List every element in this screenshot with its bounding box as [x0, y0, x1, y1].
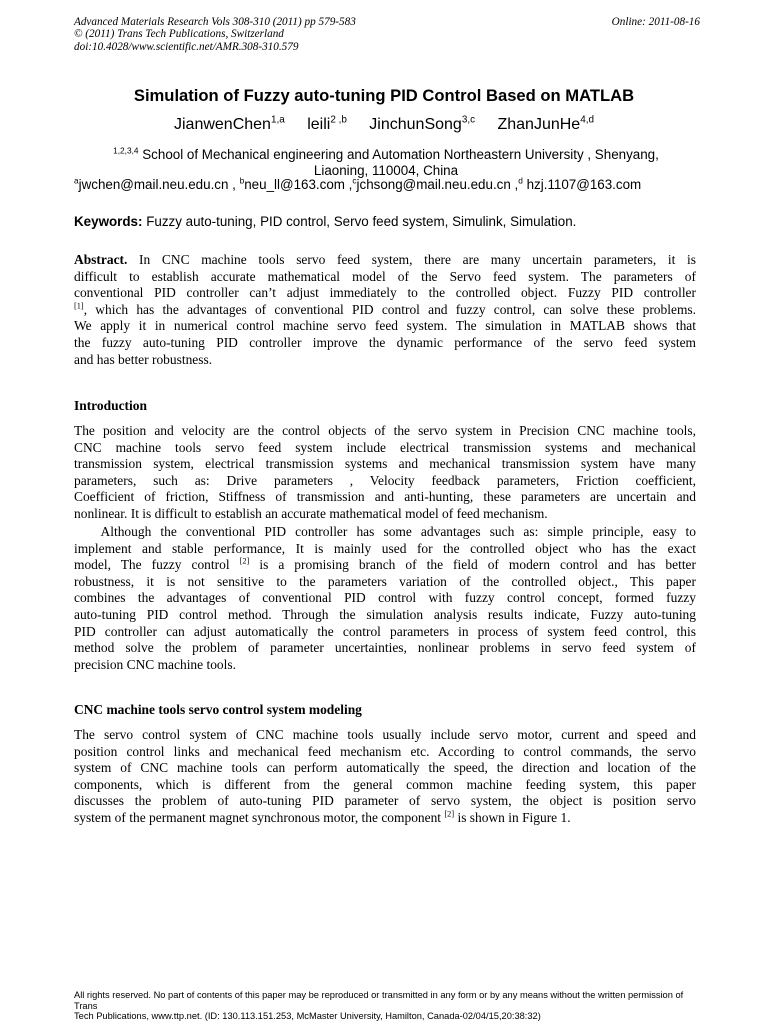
author: leili$^{2 ,b}$	[307, 114, 347, 133]
author-list	[0, 116, 768, 134]
page-footer	[74, 990, 700, 1022]
author: JinchunSong$^{3,c}$	[369, 114, 476, 133]
introduction-paragraph-1: The position and velocity are the control objects of the servo system in Precision CNC machine tools, CNC machine tools servo feed system include electrical transmission systems and mechanical transmission system, electrical transmission systems and mechanical transmission system have many parameters, such as: Drive parameters , Velocity feedback parameters, Friction coefficient, Coefficient of friction, Stiffness of transmission and anti-hunting, these parameters are uncertain and nonlinear. It is difficult to establish an accurate mathematical model of feed mechanism.	[74, 423, 696, 521]
cnc-modeling-paragraph: The servo control system of CNC machine tools usually include servo motor, current and speed and position control links and mechanical feed mechanism etc. According to control commands, the servo system of CNC machine tools can perform automatically the speed, the direction and location of the components, which is different from the general common machine feeding system, this paper discusses the problem of auto-tuning PID parameter of servo system, the object is position servo system of the permanent magnet synchronous motor, the component [2] is shown in Figure 1.	[74, 727, 696, 825]
section-heading-introduction: Introduction	[74, 398, 147, 413]
footer-rights: All rights reserved. No part of contents of this paper may be reproduced or transmitted in any form or by any means without the written permission of Trans	[74, 990, 684, 1011]
abstract: Abstract. In CNC machine tools servo feed system, there are many uncertain parameters, it is difficult to establish accurate mathematical model of the Servo feed system. The parameters of conventional PID controller can’t adjust immediately to the controlled object. Fuzzy PID controller [1], which has the advantages of conventional PID control and fuzzy control, can solve these problems. We apply it in numerical control machine servo feed system. The simulation in MATLAB shows that the fuzzy auto-tuning PID controller improve the dynamic performance of the servo feed system and has better robustness.	[74, 252, 696, 367]
paper-title: Simulation of Fuzzy auto-tuning PID Control Based on MATLAB	[133, 86, 635, 105]
copyright-line: © (2011) Trans Tech Publications, Switzerland	[74, 28, 284, 41]
author: JianwenChen$^{1,a}$	[174, 114, 285, 133]
keywords: Keywords: Fuzzy auto-tuning, PID control, Servo feed system, Simulink, Simulation.	[74, 214, 577, 229]
journal-citation: Advanced Materials Research Vols 308-310 (2011) pp 579-583	[74, 16, 356, 28]
page-header	[74, 16, 700, 53]
author-emails: $^a$jwchen@mail.neu.edu.cn , $^b$neu_ll@163.com ,$^c$jchsong@mail.neu.edu.cn ,$^d$ hzj.1107@163.com	[74, 175, 642, 192]
author: ZhanJunHe$^{4,d}$	[497, 114, 594, 133]
doi-line: doi:10.4028/www.scientific.net/AMR.308-310.579	[74, 40, 299, 53]
footer-publisher: Tech Publications, www.ttp.net. (ID: 130.113.151.253, McMaster University, Hamilton, Canada-02/04/15,20:38:32)	[74, 1011, 541, 1021]
online-date: Online: 2011-08-16	[611, 16, 700, 28]
introduction-paragraph-2: Although the conventional PID controller has some advantages such as: simple principle, easy to implement and stable performance, It is mainly used for the controlled object who has the exact model, The fuzzy control [2] is a promising branch of the field of modern control and has better robustness, it is not sensitive to the parameters variation of the controlled object., This paper combines the advantages of conventional PID control with fuzzy control concept, formed fuzzy auto-tuning PID control method. Through the simulation analysis results indicate, Fuzzy auto-tuning PID controller can adjust automatically the control parameters in process of system feed control, this method solve the problem of parameter uncertainties, nonlinear problems in servo feed system of precision CNC machine tools.	[74, 524, 696, 672]
affiliation: $^{1,2,3,4}$ School of Mechanical engineering and Automation Northeastern University , Shenyang, Liaoning, 110004, China	[113, 145, 659, 178]
section-heading-cnc-modeling: CNC machine tools servo control system modeling	[74, 702, 362, 717]
